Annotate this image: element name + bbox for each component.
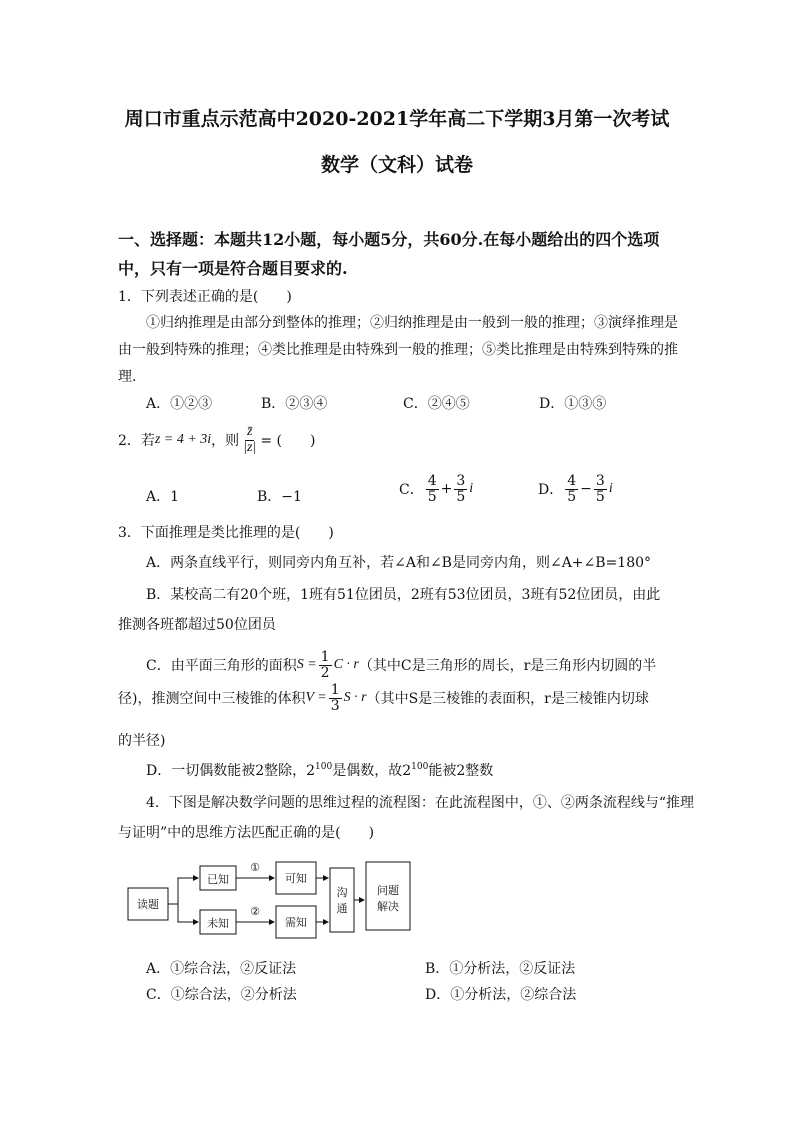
question-2-mid: ，则	[211, 433, 240, 450]
volume-symbol: V =	[305, 690, 327, 706]
fraction-numerator: z̄	[247, 424, 253, 439]
flow-arrow	[178, 904, 198, 922]
question-1-body: 由一般到特殊的推理；④类比推理是由特殊到一般的推理；⑤类比推理是由特殊到特殊的推	[118, 342, 678, 358]
flow-label-unknown: 未知	[207, 917, 229, 930]
flowchart	[120, 852, 420, 942]
option-label: D．	[538, 482, 564, 499]
question-2-fraction	[241, 425, 258, 455]
question-4-option-d: D．①分析法，②综合法	[425, 987, 577, 1003]
imaginary-unit: i	[469, 481, 474, 497]
plus-sign: +	[440, 481, 453, 498]
fraction-numerator: 3	[456, 473, 466, 489]
question-2-option-b: B．−1	[257, 489, 302, 505]
question-3-option-b: B．某校高二有20个班，1班有51位团员，2班有53位团员，3班有52位团员，由此	[146, 587, 661, 603]
question-1-option-c: C．②④⑤	[403, 396, 470, 412]
flow-arrow	[168, 878, 198, 904]
flow-label-solve: 解决	[377, 900, 399, 913]
flow-label-can-know: 可知	[285, 872, 307, 885]
flow-label-solve: 问题	[377, 884, 399, 897]
option-text: D．一切偶数能被2整除，2	[146, 763, 316, 779]
page-title: 周口市重点示范高中2020-2021学年高二下学期3月第一次考试	[124, 108, 670, 130]
question-3-option-c-cont	[118, 683, 649, 713]
fraction-numerator: 4	[427, 473, 437, 489]
fraction	[594, 474, 607, 504]
question-1-option-a: A．①②③	[146, 396, 213, 412]
question-3-stem: 3．下面推理是类比推理的是( )	[118, 525, 334, 541]
question-1-body: 理.	[118, 369, 137, 385]
exponent: 100	[315, 762, 333, 772]
fraction	[454, 474, 467, 504]
fraction-denominator: 5	[456, 488, 466, 505]
fraction-one-half	[319, 650, 332, 680]
minus-sign: −	[580, 481, 592, 498]
question-2-option-a: A．1	[146, 489, 180, 505]
option-text: 径)，推测空间中三棱锥的体积	[118, 691, 306, 708]
fraction-numerator: 1	[330, 682, 340, 698]
fraction-denominator: 5	[567, 488, 577, 505]
formula-term: C · r	[333, 657, 359, 673]
question-2-option-c	[399, 474, 473, 504]
question-1-body: ①归纳推理是由部分到整体的推理；②归纳推理是由一般到一般的推理；③演绎推理是	[146, 315, 678, 331]
question-3-option-b-cont: 推测各班都超过50位团员	[118, 617, 276, 633]
flow-label-known: 已知	[207, 873, 229, 886]
flow-label-communicate: 沟	[336, 886, 348, 899]
option-text: （其中C是三角形的周长，r是三角形内切圆的半	[358, 658, 657, 675]
option-text: C．由平面三角形的面积	[146, 658, 297, 675]
area-symbol: S =	[296, 657, 317, 673]
section-heading: 一、选择题：本题共12小题，每小题5分，共60分.在每小题给出的四个选项	[118, 230, 660, 249]
formula-term: S · r	[343, 690, 367, 706]
fraction	[565, 474, 578, 504]
fraction-numerator: 4	[567, 473, 577, 489]
section-heading-cont: 中，只有一项是符合题目要求的.	[118, 259, 348, 278]
fraction-denominator: 3	[330, 697, 340, 714]
flow-label-communicate: 通	[336, 902, 348, 915]
fraction-numerator: 1	[320, 649, 330, 665]
question-4-stem: 4．下图是解决数学问题的思维过程的流程图：在此流程图中，①、②两条流程线与“推理	[146, 795, 695, 811]
fraction-numerator: 3	[595, 473, 605, 489]
fraction-denominator: 5	[595, 488, 605, 505]
question-4-option-a: A．①综合法，②反证法	[146, 961, 297, 977]
question-2-option-d	[538, 474, 613, 504]
question-2-stem	[118, 425, 315, 455]
option-text: 是偶数，故2	[332, 763, 412, 779]
question-4-option-b: B．①分析法，②反证法	[425, 961, 576, 977]
flow-mark-1: ①	[250, 861, 260, 874]
question-3-option-d	[146, 760, 493, 780]
question-1-option-b: B．②③④	[261, 396, 328, 412]
fraction-denominator: 2	[320, 664, 330, 681]
imaginary-unit: i	[608, 481, 613, 497]
exponent: 100	[411, 762, 429, 772]
question-3-option-c-end: 的半径)	[118, 733, 166, 749]
question-1-option-d: D．①③⑤	[539, 396, 607, 412]
option-text: 能被2整数	[428, 763, 494, 779]
fraction	[426, 474, 439, 504]
question-3-option-a: A．两条直线平行，则同旁内角互补，若∠A和∠B是同旁内角，则∠A+∠B=180°	[146, 555, 652, 571]
question-2-suffix: = ( )	[260, 433, 316, 450]
question-4-stem-cont: 与证明”中的思维方法匹配正确的是( )	[118, 825, 375, 841]
question-4-option-c: C．①综合法，②分析法	[146, 987, 297, 1003]
question-3-option-c	[146, 650, 656, 680]
question-2-z-expression: z = 4 + 3i	[154, 432, 212, 448]
page-subtitle: 数学（文科）试卷	[320, 154, 473, 176]
option-label: C．	[399, 482, 424, 499]
question-2-prefix: 2．若	[118, 433, 155, 450]
option-text: （其中S是三棱锥的表面积，r是三棱锥内切球	[366, 691, 649, 708]
question-1-stem: 1．下列表述正确的是( )	[118, 289, 292, 305]
flow-box-communicate	[330, 868, 354, 932]
flow-label-read: 读题	[137, 898, 159, 911]
flow-label-need-know: 需知	[285, 916, 307, 929]
fraction-denominator: |z|	[243, 439, 257, 455]
fraction-one-third	[329, 683, 342, 713]
fraction-denominator: 5	[427, 488, 437, 505]
flow-mark-2: ②	[250, 905, 260, 918]
